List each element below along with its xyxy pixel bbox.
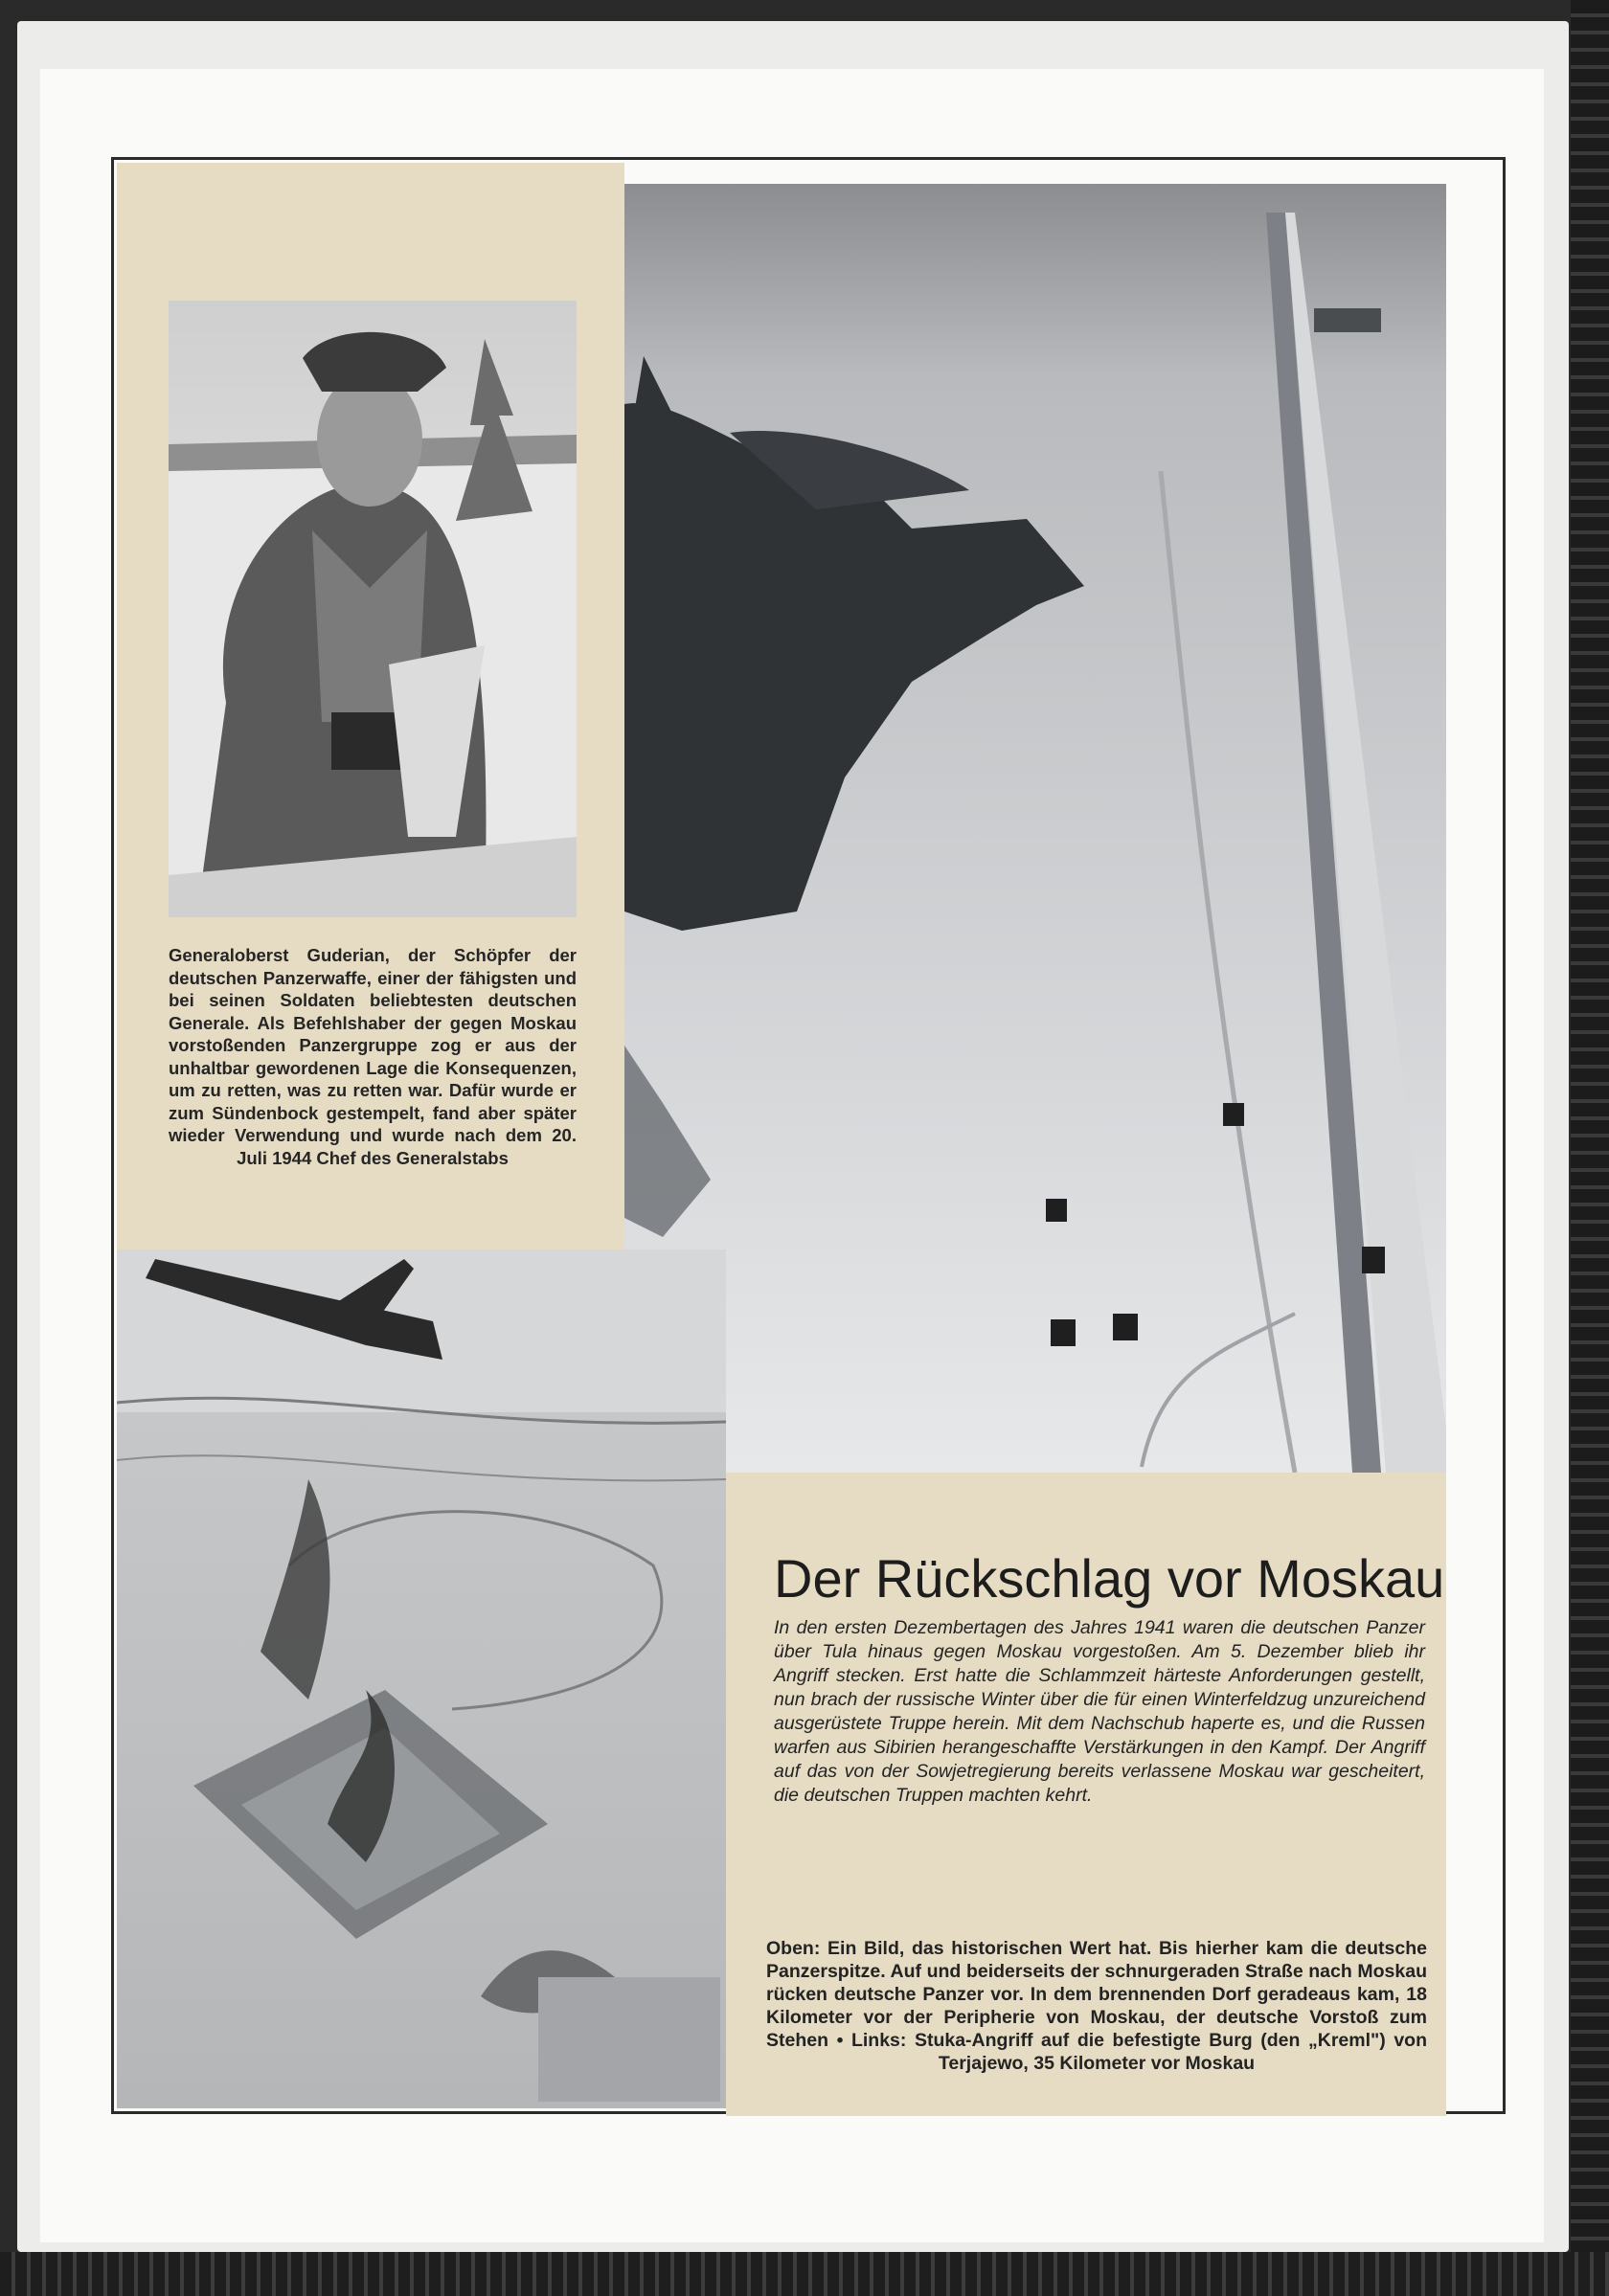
- article-headline: Der Rückschlag vor Moskau: [774, 1548, 1445, 1609]
- binder-bottom-edge: [0, 2252, 1609, 2296]
- general-portrait-photo: [169, 301, 577, 917]
- portrait-caption: Generaloberst Guderian, der Schöpfer der deutschen Panzerwaffe, einer der fähigsten und bei seinen Soldaten beliebtesten deutschen Generale. Als Befehlshaber der gegen Moskau vorstoßenden Panzergruppe zog er aus der unhaltbar gewordenen Lage die Konsequenzen, um zu retten, was zu retten war. Dafür wurde er zum Sündenbock gestempelt, fand aber später wieder Verwendung und wurde nach dem 20. Juli 1944 Chef des Generalstabs: [169, 945, 577, 1168]
- binder-edge: [1571, 0, 1609, 2296]
- article-body: In den ersten Dezembertagen des Jahres 1941 waren die deutschen Panzer über Tula hinaus gegen Moskau vorgestoßen. Am 5. Dezember blieb ihr Angriff stecken. Erst hatte die Schlammzeit härteste Anforderungen gestellt, nun brach der russische Winter über die für einen Winterfeldzug unzureichend ausgerüstete Truppe herein. Mit dem Nachschub haperte es, und die Russen warfen aus Sibirien herangeschaffte Verstärkungen in den Kampf. Der Angriff auf das von der Sowjetregierung bereits verlassene Moskau war gescheitert, die deutschen Truppen machten kehrt.: [774, 1617, 1425, 1806]
- aerial-snow-road-photo: [624, 184, 1446, 1473]
- photo-caption: Oben: Ein Bild, das historischen Wert hat. Bis hierher kam die deutsche Panzerspitze. Auf und beiderseits der schnurgeraden Straße nach Moskau rücken deutsche Panzer vor. In dem brennenden Dorf geradeaus kam, 18 Kilometer vor der Peripherie von Moskau, der deutsche Vorstoß zum Stehen • Links: Stuka-Angriff auf die befestigte Burg (den „Kreml") von Terjajewo, 35 Kilometer vor Moskau: [766, 1938, 1427, 2074]
- aerial-fortress-bombing-photo: [117, 1249, 726, 2108]
